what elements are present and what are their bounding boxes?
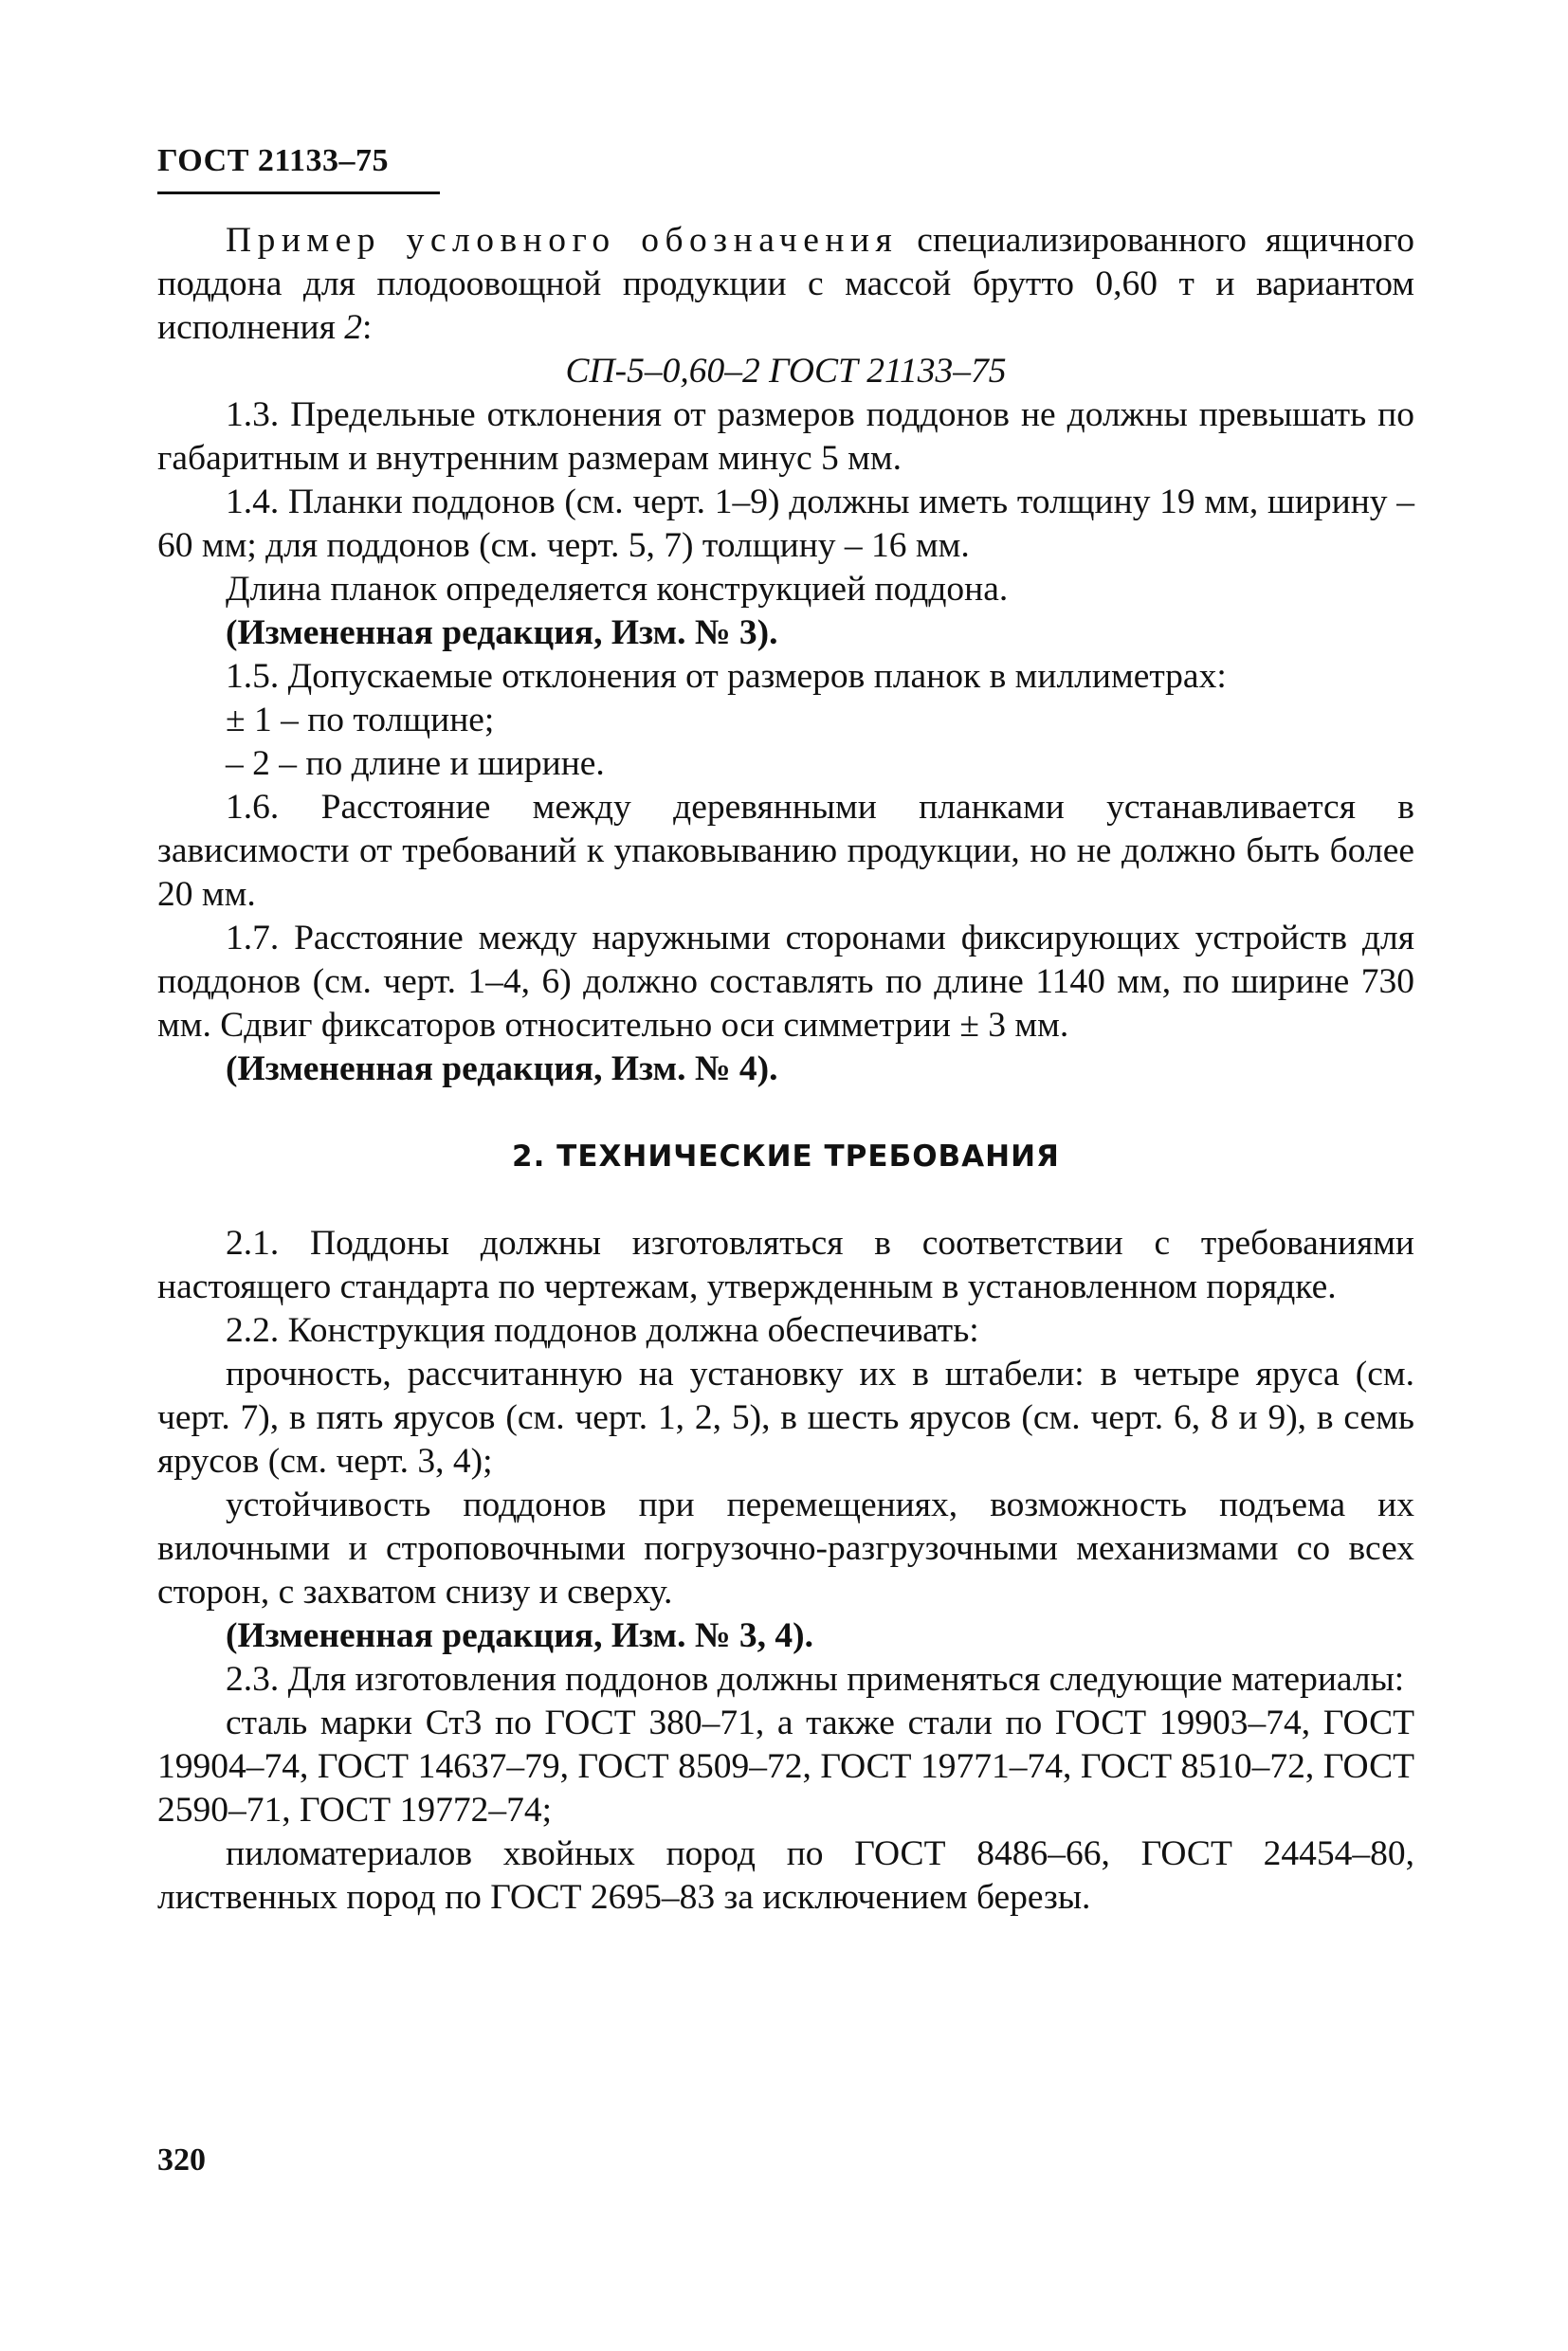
example-designation: СП-5–0,60–2 ГОСТ 21133–75 [565,352,1007,391]
clause-2-2: 2.2. Конструкция поддонов должна обеспечивать: [226,1311,979,1350]
section-2-title: 2. ТЕХНИЧЕСКИЕ ТРЕБОВАНИЯ [512,1139,1060,1174]
clause-1-5-length-width: – 2 – по длине и ширине. [226,744,605,783]
example-paragraph [157,219,1414,350]
clause-2-2-strength: прочность, рассчитанную на установку их в штабели: в четыре яруса (см. черт. 7), в пять ярусов (см. черт. 1, 2, 5), в шесть ярусов (см. черт. 6, 8 и 9), в семь ярусов (см. черт. 3, 4); [157,1355,1414,1481]
clause-2-2-edit-note: (Измененная редакция, Изм. № 3, 4). [226,1616,814,1655]
clause-1-5-thickness: ± 1 – по толщине; [226,701,495,739]
clause-1-7-edit-note: (Измененная редакция, Изм. № 4). [226,1049,778,1088]
document-page [157,142,1414,1920]
example-variant: 2 [344,308,362,347]
example-lead: Пример условного обозначения [226,221,899,260]
clause-1-3: 1.3. Предельные отклонения от размеров поддонов не должны превышать по габаритным и внутренним размерам минус 5 мм. [157,395,1414,478]
document-header: ГОСТ 21133–75 [157,142,440,194]
clause-2-3: 2.3. Для изготовления поддонов должны применяться следующие материалы: [226,1660,1405,1699]
page-number: 320 [157,2142,206,2178]
clause-2-3-lumber: пиломатериалов хвойных пород по ГОСТ 8486–66, ГОСТ 24454–80, лиственных пород по ГОСТ 2695–83 за исключением березы. [157,1834,1414,1917]
clause-2-3-steel: сталь марки Ст3 по ГОСТ 380–71, а также стали по ГОСТ 19903–74, ГОСТ 19904–74, ГОСТ 14637–79, ГОСТ 8509–72, ГОСТ 19771–74, ГОСТ 8510–72, ГОСТ 2590–71, ГОСТ 19772–74; [157,1704,1414,1830]
clause-1-4: 1.4. Планки поддонов (см. черт. 1–9) должны иметь толщину 19 мм, ширину – 60 мм; для поддонов (см. черт. 5, 7) толщину – 16 мм. [157,483,1414,565]
clause-1-7: 1.7. Расстояние между наружными сторонами фиксирующих устройств для поддонов (см. черт. 1–4, 6) должно составлять по длине 1140 мм, по ширине 730 мм. Сдвиг фиксаторов относительно оси симметрии ± 3 мм. [157,919,1414,1045]
clause-2-1: 2.1. Поддоны должны изготовляться в соответствии с требованиями настоящего стандарта по чертежам, утвержденным в установленном порядке. [157,1224,1414,1306]
clause-1-4-edit-note: (Измененная редакция, Изм. № 3). [226,613,778,652]
clause-1-6: 1.6. Расстояние между деревянными планками устанавливается в зависимости от требований к упаковыванию продукции, но не должно быть более 20 мм. [157,788,1414,914]
example-colon: : [361,308,373,347]
clause-1-4-length: Длина планок определяется конструкцией поддона. [226,570,1009,609]
example-text: специализированного ящичного поддона для плодоовощной продукции с массой брутто 0,60 т и вариантом исполнения [157,221,1414,347]
clause-1-5: 1.5. Допускаемые отклонения от размеров планок в миллиметрах: [226,657,1227,696]
clause-2-2-stability: устойчивость поддонов при перемещениях, возможность подъема их вилочными и строповочными погрузочно-разгрузочными механизмами со всех сторон, с захватом снизу и сверху. [157,1485,1414,1612]
